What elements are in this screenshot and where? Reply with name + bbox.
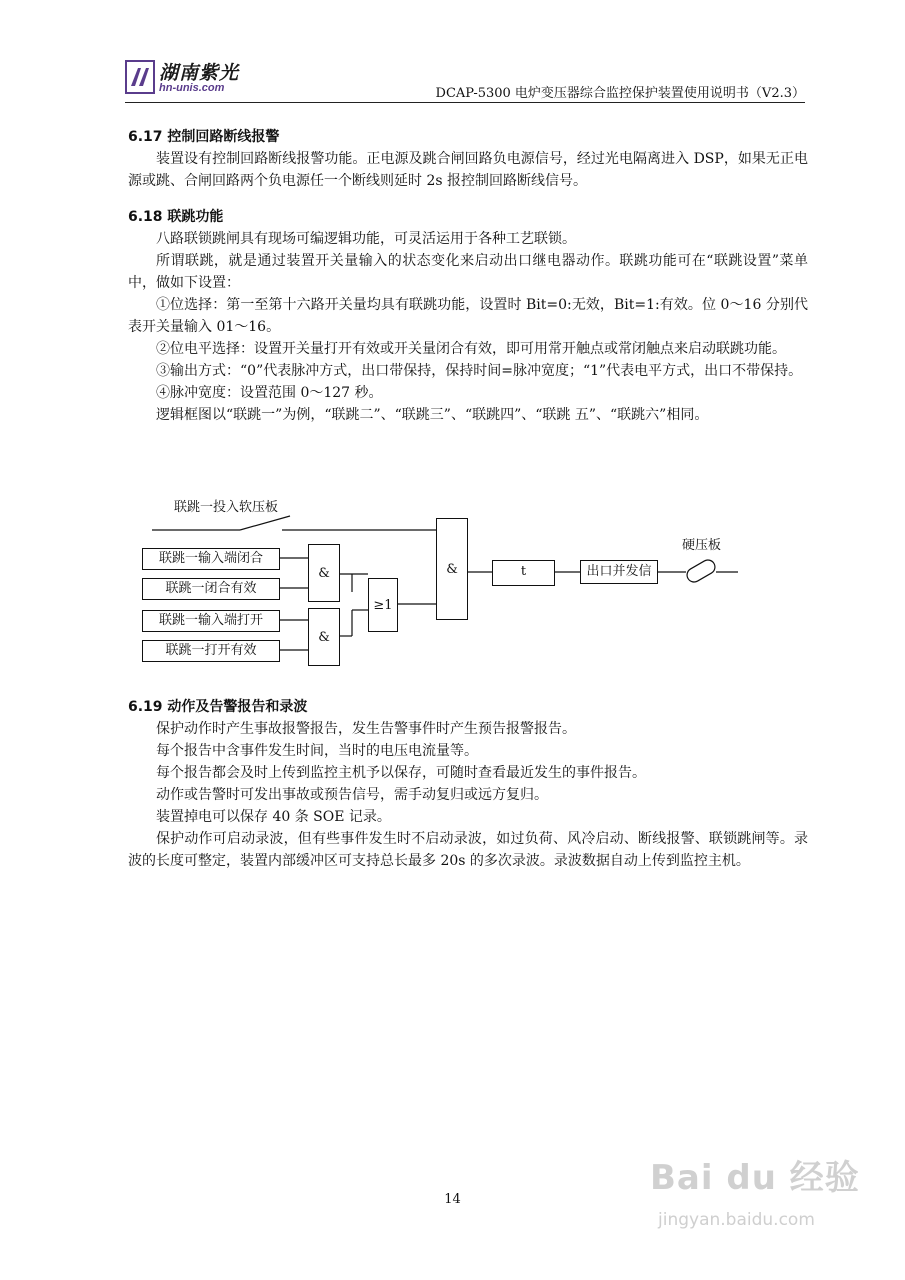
section-6-19-paragraph: 保护动作时产生事故报警报告，发生告警事件时产生预告报警报告。	[156, 721, 576, 737]
section-6-18-paragraph: 所谓联跳，就是通过装置开关量输入的状态变化来启动出口继电器动作。联跳功能可在“联跳设置”菜单中，做如下设置：	[128, 253, 808, 291]
logo-mark-icon	[125, 60, 155, 94]
main-and-gate: &	[436, 518, 468, 620]
input-box: 联跳一输入端打开	[142, 610, 280, 632]
section-6-18-title: 6.18 联跳功能	[128, 209, 224, 225]
hard-plate-label: 硬压板	[682, 538, 722, 553]
document-title: DCAP-5300 电炉变压器综合监控保护装置使用说明书（V2.3）	[435, 86, 805, 101]
section-6-18-paragraph: ②位电平选择：设置开关量打开有效或开关量闭合有效，即可用常开触点或常闭触点来启动联跳功能。	[156, 341, 786, 357]
or-gate: ≥1	[368, 578, 398, 632]
section-6-19-title: 6.19 动作及告警报告和录波	[128, 699, 308, 715]
logo-website: hn-unis.com	[159, 82, 225, 94]
section-6-18-paragraph: 八路联锁跳闸具有现场可编逻辑功能，可灵活运用于各种工艺联锁。	[156, 231, 576, 247]
section-6-17-paragraph: 装置设有控制回路断线报警功能。正电源及跳合闸回路负电源信号，经过光电隔离进入 DSP，如果无正电源或跳、合闸回路两个负电源任一个断线则延时 2s 报控制回路断线信号。	[128, 151, 808, 189]
section-6-18-paragraph: ①位选择：第一至第十六路开关量均具有联跳功能，设置时 Bit=0:无效，Bit=1:有效。位 0～16 分别代表开关量输入 01～16。	[128, 297, 808, 335]
section-6-19-paragraph: 动作或告警时可发出事故或预告信号，需手动复归或远方复归。	[156, 787, 548, 803]
soft-plate-label: 联跳一投入软压板	[174, 500, 279, 515]
section-6-18-paragraph: ③输出方式：“0”代表脉冲方式，出口带保持，保持时间=脉冲宽度；“1”代表电平方式，出口不带保持。	[156, 363, 803, 379]
section-6-19-paragraph: 装置掉电可以保存 40 条 SOE 记录。	[156, 809, 391, 825]
section-6-18-paragraph: 逻辑框图以“联跳一”为例，“联跳二”、“联跳三”、“联跳四”、“联跳 五”、“联跳六”相同。	[156, 407, 709, 423]
input-box: 联跳一闭合有效	[142, 578, 280, 600]
output-box: 出口并发信	[580, 560, 658, 584]
logic-diagram	[130, 498, 750, 674]
and-gate: &	[308, 544, 340, 602]
section-6-19-paragraph: 每个报告中含事件发生时间，当时的电压电流量等。	[156, 743, 478, 759]
input-box: 联跳一输入端闭合	[142, 548, 280, 570]
input-box: 联跳一打开有效	[142, 640, 280, 662]
page-content-lower	[128, 696, 808, 872]
page-number: 14	[444, 1192, 461, 1207]
logo-chinese-name: 湖南紫光	[159, 62, 240, 84]
page-header	[125, 58, 805, 103]
company-logo	[125, 58, 265, 100]
watermark-url: jingyan.baidu.com	[658, 1210, 815, 1230]
section-6-19-paragraph: 保护动作可启动录波，但有些事件发生时不启动录波，如过负荷、风冷启动、断线报警、联锁跳闸等。录波的长度可整定，装置内部缓冲区可支持总长最多 20s 的多次录波。录波数据自动上传到监控主机。	[128, 831, 808, 869]
watermark-brand: Bai du 经验	[650, 1158, 860, 1198]
timer-box	[492, 560, 555, 586]
hard-plate-icon	[685, 557, 718, 584]
and-gate: &	[308, 608, 340, 666]
section-6-18-paragraph: ④脉冲宽度：设置范围 0～127 秒。	[156, 385, 383, 401]
section-6-17-title: 6.17 控制回路断线报警	[128, 129, 280, 145]
timer-label: t	[520, 564, 527, 579]
baidu-watermark	[650, 1150, 860, 1250]
page-content	[128, 126, 808, 426]
section-6-19-paragraph: 每个报告都会及时上传到监控主机予以保存，可随时查看最近发生的事件报告。	[156, 765, 646, 781]
